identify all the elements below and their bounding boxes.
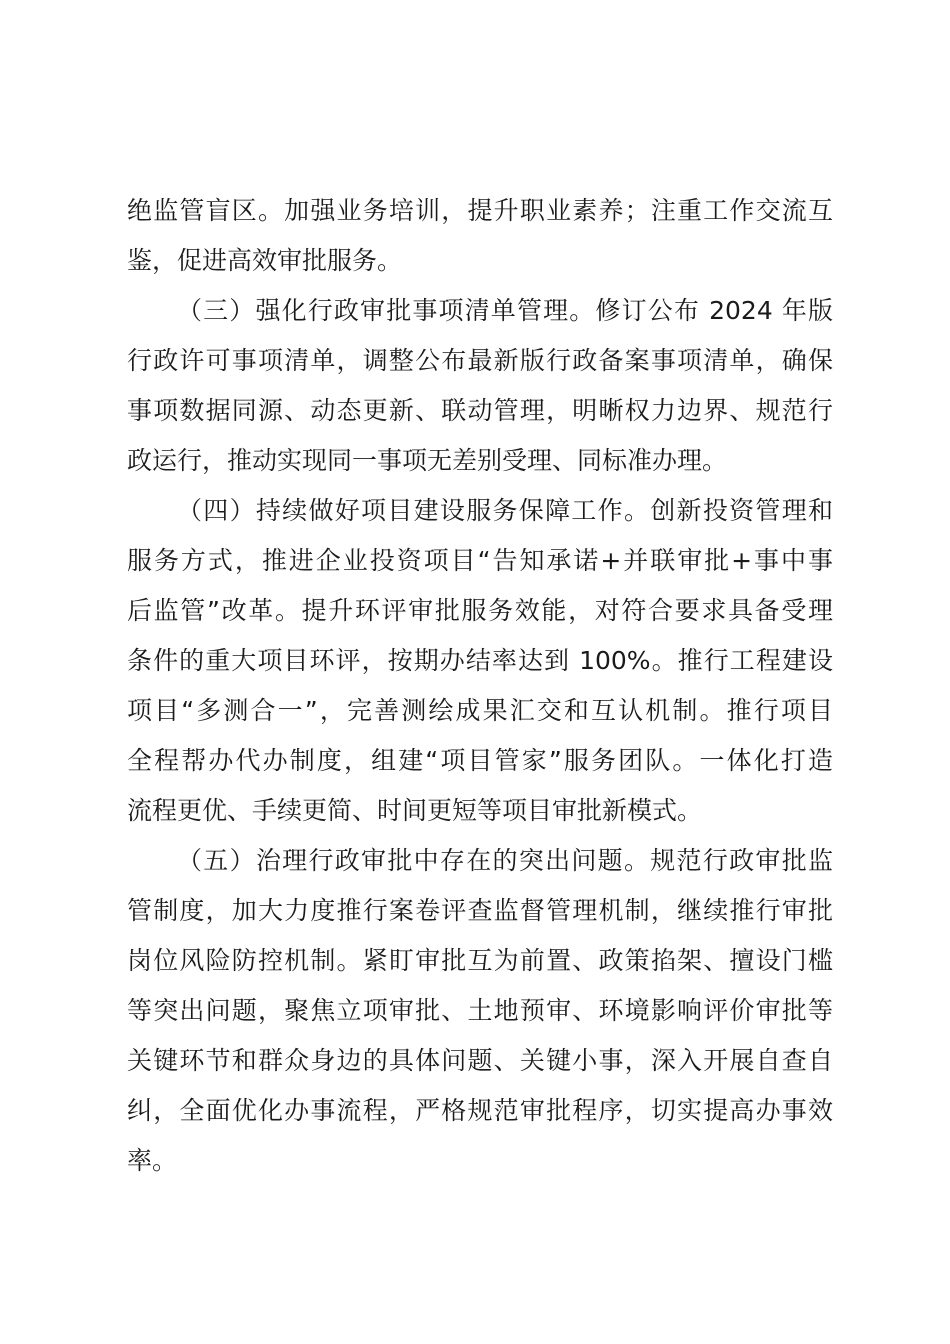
text-line: 条件的重大项目环评，按期办结率达到 100%。推行工程建设	[127, 646, 833, 675]
text-line: 等突出问题，聚焦立项审批、土地预审、环境影响评价审批等	[127, 996, 833, 1025]
text-line: 全程帮办代办制度，组建“项目管家”服务团队。一体化打造	[127, 746, 833, 775]
text-line: 纠，全面优化办事流程，严格规范审批程序，切实提高办事效	[127, 1096, 833, 1125]
section-heading-line: （四）持续做好项目建设服务保障工作。创新投资管理和	[177, 496, 833, 525]
section-heading-line: （五）治理行政审批中存在的突出问题。规范行政审批监	[177, 846, 833, 875]
body-text	[127, 186, 833, 1186]
text-line: 关键环节和群众身边的具体问题、关键小事，深入开展自查自	[127, 1046, 833, 1075]
text-line: 项目“多测合一”，完善测绘成果汇交和互认机制。推行项目	[127, 696, 833, 725]
text-line: 行政许可事项清单，调整公布最新版行政备案事项清单，确保	[127, 346, 833, 375]
text-line: 服务方式，推进企业投资项目“告知承诺+并联审批+事中事	[127, 546, 833, 575]
text-line: 后监管”改革。提升环评审批服务效能，对符合要求具备受理	[127, 596, 833, 625]
text-line: 绝监管盲区。加强业务培训，提升职业素养；注重工作交流互	[127, 196, 833, 225]
text-line: 事项数据同源、动态更新、联动管理，明晰权力边界、规范行	[127, 396, 833, 425]
text-line: 鉴，促进高效审批服务。	[127, 246, 403, 275]
section-heading-line: （三）强化行政审批事项清单管理。修订公布 2024 年版	[177, 296, 833, 325]
text-line: 政运行，推动实现同一事项无差别受理、同标准办理。	[127, 446, 728, 475]
text-line: 管制度，加大力度推行案卷评查监督管理机制，继续推行审批	[127, 896, 833, 925]
text-line: 流程更优、手续更简、时间更短等项目审批新模式。	[127, 796, 703, 825]
text-line: 岗位风险防控机制。紧盯审批互为前置、政策掐架、擅设门槛	[127, 946, 833, 975]
text-line: 率。	[127, 1146, 178, 1175]
